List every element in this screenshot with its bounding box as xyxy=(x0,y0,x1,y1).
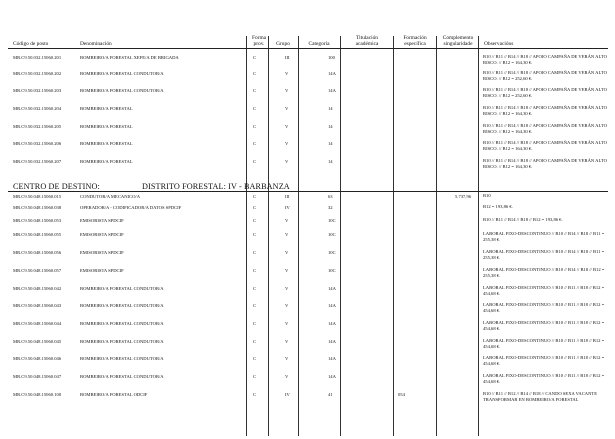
cell-forma: C xyxy=(253,205,257,210)
cell-denominacion: BOMBEIRO/A FORESTAL CONDUTOR/A xyxy=(80,321,164,326)
header-denominacion: Denominación xyxy=(80,41,112,47)
cell-forma: C xyxy=(253,268,257,273)
cell-grupo: V xyxy=(285,124,289,129)
cell-observacions: B10 // B11 // B14 // B18 // APOIO CAMPAÑA DE VERÁN ALTO RISCO. // B12 = 164,30 €. xyxy=(483,158,607,170)
cell-code: MR.C9.50.048.15060.100 xyxy=(13,392,62,397)
cell-categoria: 32 xyxy=(328,205,333,210)
cell-forma: C xyxy=(253,232,257,237)
cell-observacions: B12 = 193,86 €. xyxy=(483,204,513,209)
cell-observacions: LABORAL FIXO-DESCONTINUO // B10 // B11 // B18 // B12 = 454,68 €. xyxy=(483,320,605,332)
cell-code: MR.C9.50.048.15060.042 xyxy=(13,286,62,291)
header-rule xyxy=(8,48,608,49)
cell-code: MR.C9.50.048.15060.053 xyxy=(13,218,62,223)
cell-code: MR.C9.50.048.15060.043 xyxy=(13,303,62,308)
cell-denominacion: BOMBEIRO/A FORESTAL CONDUTOR/A xyxy=(80,374,164,379)
cell-code: MR.C9.50.048.15060.047 xyxy=(13,374,62,379)
cell-forma: C xyxy=(253,356,257,361)
cell-forma: C xyxy=(253,159,257,164)
cell-categoria: 63 xyxy=(328,194,333,199)
cell-code: MR.C9.50.048.15060.044 xyxy=(13,321,62,326)
cell-observacions: LABORAL FIXO-DESCONTINUO // B10 // B11 // B18 // B12 = 454,68 €. xyxy=(483,302,605,314)
cell-code: MR.C9.50.048.15060.046 xyxy=(13,356,62,361)
header-complemento: Complemento singularidade xyxy=(442,35,474,47)
cell-denominacion: EMISORISTA SPDCIF xyxy=(80,268,124,273)
cell-grupo: V xyxy=(285,232,289,237)
cell-forma: C xyxy=(253,321,257,326)
cell-denominacion: BOMBEIRO/A FORESTAL CONDUTOR/A xyxy=(80,356,164,361)
column-divider xyxy=(393,36,394,436)
cell-code: MR.C9.50.032.15060.202 xyxy=(13,71,62,76)
cell-categoria: 10C xyxy=(328,232,336,237)
cell-denominacion: BOMBEIRO/A FORESTAL ODCIF xyxy=(80,392,148,397)
cell-forma: C xyxy=(253,88,257,93)
cell-observacions: B10 // B11 // B14 // B18 // APOIO CAMPAÑA DE VERÁN ALTO RISCO. // B12 = 252,60 €. xyxy=(483,70,607,82)
cell-categoria: 14A xyxy=(328,303,336,308)
column-divider xyxy=(436,36,437,436)
cell-categoria: 14A xyxy=(328,88,336,93)
cell-forma: C xyxy=(253,194,257,199)
cell-grupo: V xyxy=(285,71,289,76)
cell-grupo: V xyxy=(285,88,289,93)
cell-denominacion: BOMBEIRO/A FORESTAL CONDUTOR/A xyxy=(80,303,164,308)
cell-code: MR.C9.50.048.15060.038 xyxy=(13,205,62,210)
section-value: DISTRITO FORESTAL: IV - BARBANZA xyxy=(142,182,290,191)
cell-code: MR.C9.50.048.15060.015 xyxy=(13,194,62,199)
cell-observacions: LABORAL FIXO-DESCONTINUO // B10 // B14 // B18 // B11 = 255,38 €. xyxy=(483,231,605,243)
cell-denominacion: EMISORISTA SPDCIF xyxy=(80,250,124,255)
cell-forma: C xyxy=(253,392,257,397)
cell-observacions: B10 // B11 // B14 // B18 // APOIO CAMPAÑA DE VERÁN ALTO RISCO. // B12 = 164,30 €. xyxy=(483,105,607,117)
cell-observacions: LABORAL FIXO-DESCONTINUO // B10 // B14 // B18 // B12 = 255,38 €. xyxy=(483,267,605,279)
cell-observacions: B10 // B11 // B12 // B14 // B18 // CANDO SEXA VACANTE TRANSFORMAR EN BOMBEIRO/A FORESTAL xyxy=(483,391,598,403)
cell-categoria: 14A xyxy=(328,339,336,344)
cell-categoria: 14A xyxy=(328,321,336,326)
cell-observacions: B10 // B11 // B14 // B18 // APOIO CAMPAÑA DE VERÁN ALTO RISCO. // B12 = 164,30 €. xyxy=(483,140,607,152)
header-titulacion: Titulación académica xyxy=(355,35,379,47)
cell-categoria: 14A xyxy=(328,286,336,291)
cell-forma: C xyxy=(253,106,257,111)
column-divider xyxy=(268,36,269,436)
cell-categoria: 14A xyxy=(328,356,336,361)
cell-forma: C xyxy=(253,71,257,76)
cell-grupo: IV xyxy=(285,205,290,210)
cell-formacion: 054 xyxy=(398,392,405,397)
cell-denominacion: BOMBEIRO/A FORESTAL xyxy=(80,159,133,164)
cell-denominacion: BOMBEIRO/A FORESTAL xyxy=(80,106,133,111)
cell-observacions: B10 xyxy=(483,193,491,198)
cell-code: MR.C9.50.048.15060.055 xyxy=(13,232,62,237)
cell-code: MR.C9.50.048.15060.045 xyxy=(13,339,62,344)
cell-forma: C xyxy=(253,141,257,146)
cell-code: MR.C9.50.048.15060.056 xyxy=(13,250,62,255)
cell-forma: C xyxy=(253,286,257,291)
cell-grupo: V xyxy=(285,339,289,344)
cell-categoria: 14 xyxy=(328,159,333,164)
cell-forma: C xyxy=(253,55,257,60)
cell-categoria: 10C xyxy=(328,250,336,255)
header-forma-prov: Forma prov. xyxy=(251,35,267,47)
cell-grupo: III xyxy=(285,55,290,60)
cell-observacions: LABORAL FIXO-DESCONTINUO // B10 // B11 // B18 // B12 = 454,68 €. xyxy=(483,355,605,367)
cell-categoria: 100 xyxy=(328,55,335,60)
cell-observacions: LABORAL FIXO-DESCONTINUO // B10 // B11 // B18 // B12 = 454,68 €. xyxy=(483,285,605,297)
cell-observacions: B10 // B11 // B14 // B18 // APOIO CAMPAÑA DE VERÁN ALTO RISCO. // B12 = 252,60 €. xyxy=(483,87,607,99)
cell-grupo: V xyxy=(285,321,289,326)
column-divider xyxy=(298,36,299,436)
column-divider xyxy=(340,36,341,436)
cell-code: MR.C9.50.032.15060.204 xyxy=(13,106,62,111)
cell-grupo: V xyxy=(285,250,289,255)
header-formacion: Formación específica xyxy=(403,35,427,47)
cell-categoria: 14 xyxy=(328,124,333,129)
section-rule xyxy=(8,191,608,192)
cell-denominacion: EMISORISTA SPDCIF xyxy=(80,232,124,237)
cell-grupo: V xyxy=(285,374,289,379)
cell-grupo: V xyxy=(285,268,289,273)
cell-observacions: LABORAL FIXO-DESCONTINUO // B10 // B11 // B18 // B12 = 454,68 €. xyxy=(483,373,605,385)
cell-observacions: B10 // B11 // B14 // B18 // APOIO CAMPAÑA DE VERÁN ALTO RISCO. // B12 = 164,30 €. xyxy=(483,123,607,135)
cell-observacions: LABORAL FIXO-DESCONTINUO // B10 // B14 // B18 // B11 = 255,38 €. xyxy=(483,249,605,261)
cell-forma: C xyxy=(253,374,257,379)
cell-denominacion: BOMBEIRO/A FORESTAL XEFE/A DE BRIGADA xyxy=(80,55,179,60)
cell-forma: C xyxy=(253,124,257,129)
cell-grupo: V xyxy=(285,218,289,223)
cell-forma: C xyxy=(253,339,257,344)
cell-categoria: 14 xyxy=(328,106,333,111)
cell-grupo: V xyxy=(285,356,289,361)
cell-code: MR.C9.50.032.15060.201 xyxy=(13,55,62,60)
cell-categoria: 14 xyxy=(328,141,333,146)
cell-categoria: 10C xyxy=(328,268,336,273)
cell-code: MR.C9.50.032.15060.203 xyxy=(13,88,62,93)
cell-observacions: B10 // B11 // B14 // B18 // APOIO CAMPAÑA DE VERÁN ALTO RISCO. // B12 = 164,30 €. xyxy=(483,54,607,66)
cell-denominacion: BOMBEIRO/A FORESTAL xyxy=(80,124,133,129)
header-grupo: Grupo xyxy=(276,41,290,47)
cell-code: MR.C9.50.032.15060.205 xyxy=(13,124,62,129)
cell-denominacion: BOMBEIRO/A FORESTAL CONDUTOR/A xyxy=(80,286,164,291)
column-divider xyxy=(246,36,247,436)
cell-categoria: 10C xyxy=(328,218,336,223)
column-divider xyxy=(478,36,479,436)
section-label: CENTRO DE DESTINO: xyxy=(13,182,100,191)
cell-grupo: V xyxy=(285,303,289,308)
cell-code: MR.C9.50.032.15060.206 xyxy=(13,141,62,146)
cell-denominacion: EMISORISTA SPDCIF xyxy=(80,218,124,223)
header-codigo: Código de posto xyxy=(13,41,49,47)
cell-complemento: 5.737,96 xyxy=(455,194,472,199)
header-categoria: Categoría xyxy=(308,41,330,47)
cell-categoria: 41 xyxy=(328,392,333,397)
cell-observacions: LABORAL FIXO-DESCONTINUO // B10 // B11 // B18 // B12 = 454,68 €. xyxy=(483,338,605,350)
cell-code: MR.C9.50.048.15060.057 xyxy=(13,268,62,273)
cell-denominacion: BOMBEIRO/A FORESTAL CONDUTOR/A xyxy=(80,71,164,76)
cell-categoria: 14A xyxy=(328,71,336,76)
cell-observacions: B10 // B11 // B14 // B18 // B12 = 193,86 €. xyxy=(483,217,563,222)
cell-denominacion: CONDUTOR/A MECANICO/A xyxy=(80,194,141,199)
cell-grupo: V xyxy=(285,106,289,111)
cell-grupo: III xyxy=(285,194,290,199)
cell-grupo: V xyxy=(285,141,289,146)
cell-code: MR.C9.50.032.15060.207 xyxy=(13,159,62,164)
cell-forma: C xyxy=(253,250,257,255)
cell-categoria: 14A xyxy=(328,374,336,379)
cell-grupo: V xyxy=(285,159,289,164)
cell-forma: C xyxy=(253,303,257,308)
cell-denominacion: BOMBEIRO/A FORESTAL CONDUTOR/A xyxy=(80,339,164,344)
cell-grupo: V xyxy=(285,286,289,291)
cell-forma: C xyxy=(253,218,257,223)
header-observacions: Observacións xyxy=(484,41,514,47)
cell-denominacion: BOMBEIRO/A FORESTAL CONDUTOR/A xyxy=(80,88,164,93)
cell-denominacion: OPERADOR/A - CODIFICADOR/A DATOS SPDCIF xyxy=(80,205,182,210)
cell-denominacion: BOMBEIRO/A FORESTAL xyxy=(80,141,133,146)
cell-grupo: IV xyxy=(285,392,290,397)
